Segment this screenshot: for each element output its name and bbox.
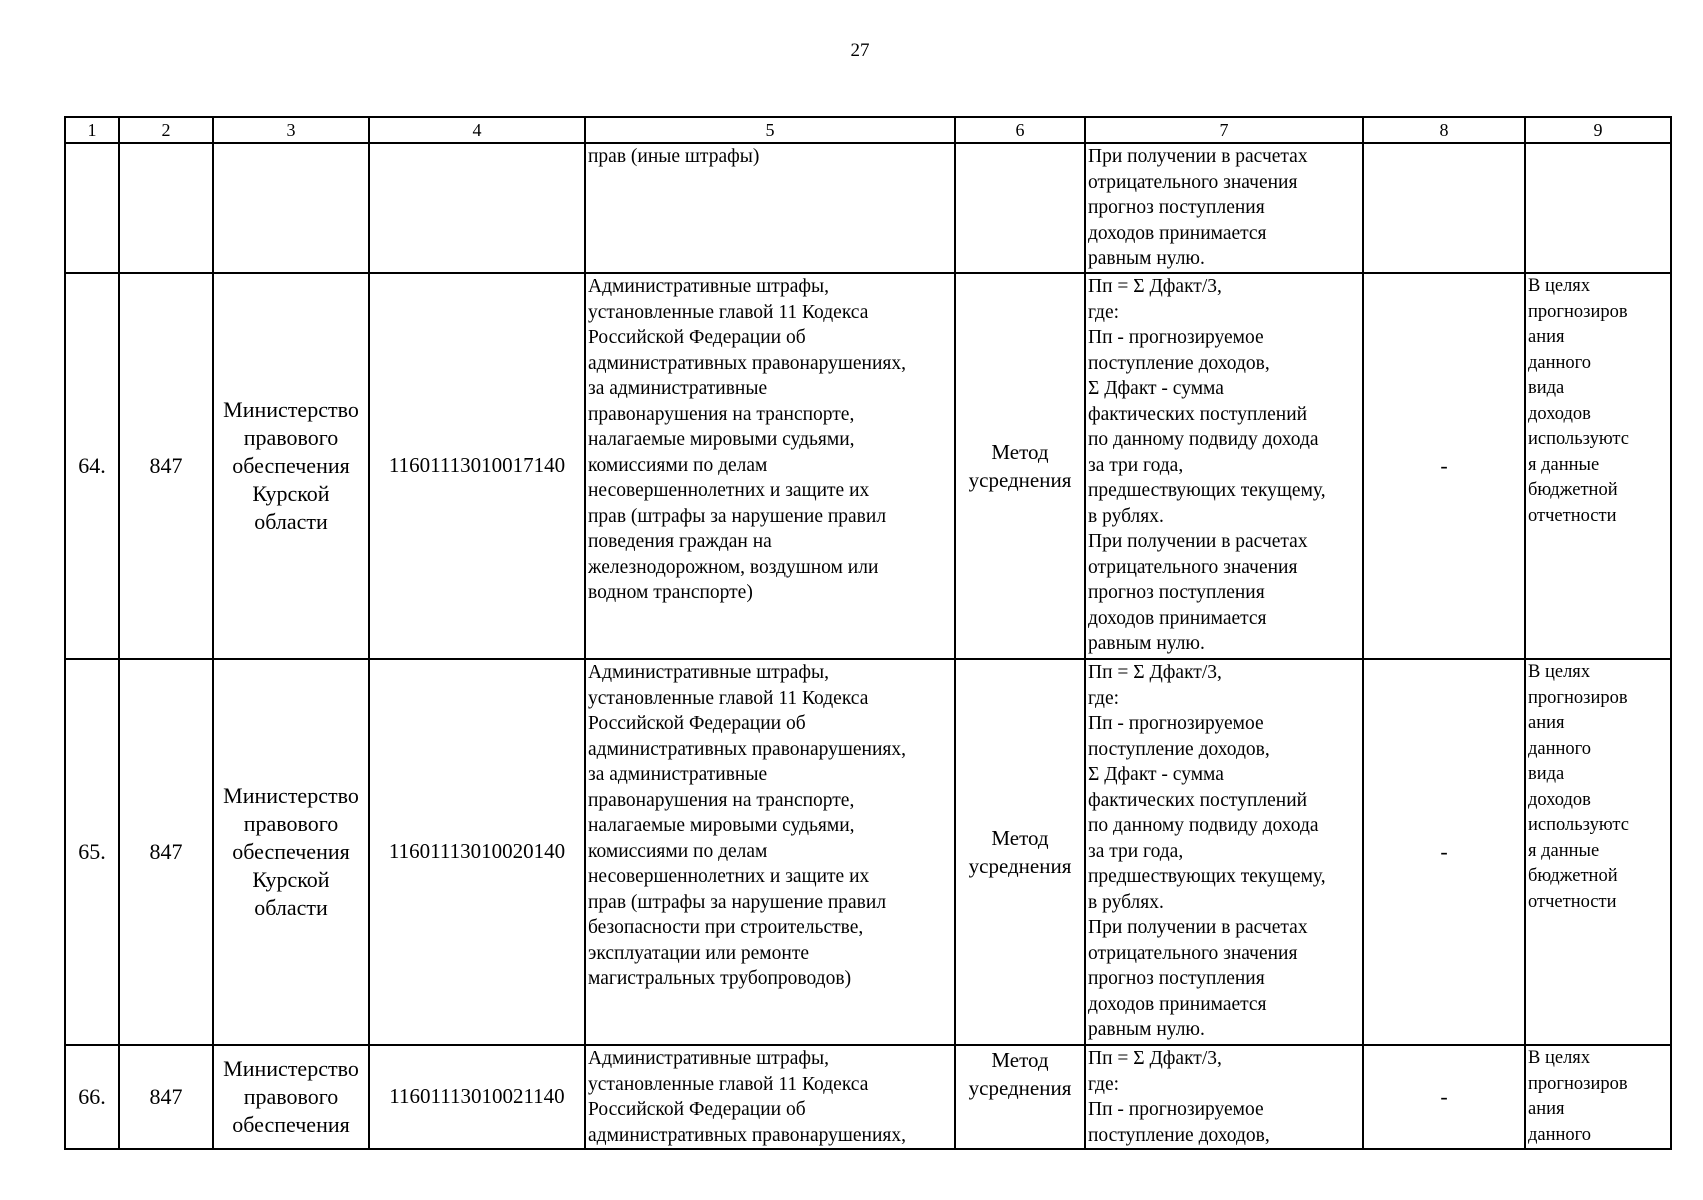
row-number: 64.: [65, 273, 119, 659]
text-line: Российской Федерации об: [588, 327, 806, 348]
text-line: отрицательного значения: [1088, 171, 1298, 193]
continuation-row: [65, 143, 1671, 273]
text-line: доходов принимается: [1088, 607, 1267, 629]
text-line: налагаемые мировыми судьями,: [588, 429, 855, 450]
text-line: эксплуатации или ремонте: [588, 942, 810, 964]
text-line: При получении в расчетах: [1088, 917, 1308, 938]
text-line: правового: [243, 425, 339, 450]
calculation-formula: [1085, 659, 1363, 1045]
table-row: [65, 1045, 1671, 1149]
data-source-note: [1525, 273, 1671, 659]
admin-code: 847: [119, 1045, 213, 1149]
text-line: обеспечения: [232, 453, 350, 478]
text-line: усреднения: [968, 468, 1072, 492]
text-line: равным нулю.: [1088, 248, 1205, 269]
text-line: Σ Дфакт - сумма: [1088, 378, 1224, 399]
text-line: прав (иные штрафы): [588, 146, 760, 167]
kbk-code: 11601113010021140: [369, 1045, 585, 1149]
text-line: прогнозиров: [1528, 1073, 1628, 1094]
text-line: Административные штрафы,: [588, 1048, 829, 1069]
revenue-description: [585, 273, 955, 659]
text-line: Курской: [252, 481, 330, 506]
admin-code: 847: [119, 659, 213, 1045]
text-line: Пп - прогнозируемое: [1088, 327, 1264, 348]
text-line: используютс: [1528, 815, 1629, 835]
text-line: ания: [1528, 327, 1565, 347]
text-line: несовершеннолетних и защите их: [588, 480, 870, 501]
text-line: по данному подвиду дохода: [1088, 429, 1319, 450]
text-line: используютс: [1528, 429, 1629, 449]
column-header: 9: [1525, 117, 1671, 143]
text-line: административных правонарушениях,: [588, 738, 906, 760]
text-line: области: [254, 895, 328, 920]
column-header: 2: [119, 117, 213, 143]
text-line: обеспечения: [232, 839, 350, 864]
text-line: области: [254, 509, 328, 534]
text-line: доходов принимается: [1088, 222, 1267, 244]
text-line: прогноз поступления: [1088, 968, 1265, 989]
text-line: Министерство: [223, 397, 359, 422]
text-line: отчетности: [1528, 891, 1617, 912]
kbk-code: 11601113010017140: [369, 273, 585, 659]
text-line: доходов: [1528, 789, 1591, 810]
table-row: [65, 659, 1671, 1045]
text-line: фактических поступлений: [1088, 789, 1308, 811]
column-header: 5: [585, 117, 955, 143]
organization: [213, 659, 369, 1045]
empty-cell: [369, 143, 585, 273]
text-line: отчетности: [1528, 505, 1617, 526]
text-line: бюджетной: [1528, 866, 1618, 886]
text-line: Административные штрафы,: [588, 662, 829, 683]
empty-cell: [119, 143, 213, 273]
text-line: Российской Федерации об: [588, 1099, 806, 1120]
column-header: 3: [213, 117, 369, 143]
text-line: Российской Федерации об: [588, 713, 806, 734]
text-line: равным нулю.: [1088, 633, 1205, 654]
text-line: Пп = Σ Дфакт/3,: [1088, 276, 1222, 297]
page-number: 27: [850, 40, 870, 61]
text-line: где:: [1088, 1073, 1120, 1095]
text-line: административных правонарушениях,: [588, 352, 906, 374]
text-line: В целях: [1528, 276, 1591, 296]
text-line: административных правонарушениях,: [588, 1124, 906, 1146]
text-line: правового: [243, 1084, 339, 1109]
text-line: в рублях.: [1088, 505, 1164, 527]
text-line: В целях: [1528, 662, 1591, 682]
text-line: по данному подвиду дохода: [1088, 815, 1319, 836]
text-line: Пп = Σ Дфакт/3,: [1088, 662, 1222, 683]
text-line: комиссиями по делам: [588, 840, 768, 862]
text-line: налагаемые мировыми судьями,: [588, 815, 855, 836]
text-line: поступление доходов,: [1088, 738, 1270, 760]
text-line: При получении в расчетах: [1088, 146, 1308, 167]
text-line: где:: [1088, 301, 1120, 323]
empty-cell: [1525, 143, 1671, 273]
text-line: правового: [243, 811, 339, 836]
empty-cell: [65, 143, 119, 273]
text-line: прогноз поступления: [1088, 197, 1265, 218]
calculation-method: [955, 1045, 1085, 1149]
text-line: комиссиями по делам: [588, 454, 768, 476]
column-8-value: -: [1363, 1045, 1525, 1149]
text-line: за три года,: [1088, 840, 1184, 862]
continued-formula: [1085, 143, 1363, 273]
empty-cell: [213, 143, 369, 273]
text-line: бюджетной: [1528, 480, 1618, 500]
text-line: Пп - прогнозируемое: [1088, 1099, 1264, 1120]
table-row: [65, 273, 1671, 659]
empty-cell: [1363, 143, 1525, 273]
column-header: 6: [955, 117, 1085, 143]
revenue-forecast-table: [64, 116, 1672, 1150]
text-line: отрицательного значения: [1088, 942, 1298, 964]
text-line: равным нулю.: [1088, 1019, 1205, 1040]
text-line: водном транспорте): [588, 582, 753, 603]
text-line: Министерство: [223, 783, 359, 808]
text-line: установленные главой 11 Кодекса: [588, 301, 869, 323]
calculation-formula: [1085, 273, 1363, 659]
calculation-method: [955, 273, 1085, 659]
text-line: поведения граждан на: [588, 531, 772, 552]
text-line: установленные главой 11 Кодекса: [588, 687, 869, 709]
column-8-value: -: [1363, 273, 1525, 659]
data-source-note: [1525, 659, 1671, 1045]
text-line: Метод: [991, 440, 1049, 464]
empty-cell: [955, 143, 1085, 273]
text-line: Пп - прогнозируемое: [1088, 713, 1264, 734]
text-line: предшествующих текущему,: [1088, 480, 1326, 501]
text-line: вида: [1528, 378, 1565, 398]
text-line: поступление доходов,: [1088, 352, 1270, 374]
text-line: В целях: [1528, 1048, 1591, 1068]
text-line: прогнозиров: [1528, 687, 1628, 708]
text-line: правонарушения на транспорте,: [588, 403, 855, 425]
text-line: за административные: [588, 764, 768, 785]
text-line: правонарушения на транспорте,: [588, 789, 855, 811]
text-line: поступление доходов,: [1088, 1124, 1270, 1146]
text-line: Курской: [252, 867, 330, 892]
text-line: доходов: [1528, 403, 1591, 424]
text-line: Σ Дфакт - сумма: [1088, 764, 1224, 785]
column-8-value: -: [1363, 659, 1525, 1045]
text-line: данного: [1528, 738, 1592, 759]
text-line: ания: [1528, 713, 1565, 733]
admin-code: 847: [119, 273, 213, 659]
organization: [213, 1045, 369, 1149]
revenue-description: [585, 659, 955, 1045]
calculation-formula: [1085, 1045, 1363, 1149]
text-line: Пп = Σ Дфакт/3,: [1088, 1048, 1222, 1069]
text-line: ания: [1528, 1099, 1565, 1119]
text-line: отрицательного значения: [1088, 556, 1298, 578]
data-source-note: [1525, 1045, 1671, 1149]
text-line: я данные: [1528, 840, 1600, 861]
organization: [213, 273, 369, 659]
text-line: безопасности при строительстве,: [588, 917, 864, 938]
text-line: вида: [1528, 764, 1565, 784]
header-row: [65, 117, 1671, 143]
text-line: Министерство: [223, 1056, 359, 1081]
text-line: фактических поступлений: [1088, 403, 1308, 425]
continued-description: [585, 143, 955, 273]
text-line: усреднения: [968, 854, 1072, 878]
row-number: 66.: [65, 1045, 119, 1149]
text-line: Метод: [991, 1048, 1049, 1072]
text-line: несовершеннолетних и защите их: [588, 866, 870, 887]
column-header: 4: [369, 117, 585, 143]
calculation-method: [955, 659, 1085, 1045]
text-line: данного: [1528, 352, 1592, 373]
text-line: данного: [1528, 1124, 1592, 1145]
text-line: где:: [1088, 687, 1120, 709]
text-line: за три года,: [1088, 454, 1184, 476]
text-line: железнодорожном, воздушном или: [588, 556, 879, 578]
text-line: прав (штрафы за нарушение правил: [588, 505, 887, 527]
text-line: Административные штрафы,: [588, 276, 829, 297]
text-line: за административные: [588, 378, 768, 399]
text-line: прогнозиров: [1528, 301, 1628, 322]
column-header: 7: [1085, 117, 1363, 143]
text-line: предшествующих текущему,: [1088, 866, 1326, 887]
text-line: обеспечения: [232, 1112, 350, 1137]
text-line: я данные: [1528, 454, 1600, 475]
kbk-code: 11601113010020140: [369, 659, 585, 1045]
text-line: прав (штрафы за нарушение правил: [588, 891, 887, 913]
text-line: доходов принимается: [1088, 993, 1267, 1015]
text-line: При получении в расчетах: [1088, 531, 1308, 552]
revenue-description: [585, 1045, 955, 1149]
column-header: 1: [65, 117, 119, 143]
text-line: прогноз поступления: [1088, 582, 1265, 603]
text-line: магистральных трубопроводов): [588, 968, 852, 989]
row-number: 65.: [65, 659, 119, 1045]
text-line: усреднения: [968, 1076, 1072, 1100]
column-header: 8: [1363, 117, 1525, 143]
text-line: в рублях.: [1088, 891, 1164, 913]
text-line: установленные главой 11 Кодекса: [588, 1073, 869, 1095]
text-line: Метод: [991, 826, 1049, 850]
